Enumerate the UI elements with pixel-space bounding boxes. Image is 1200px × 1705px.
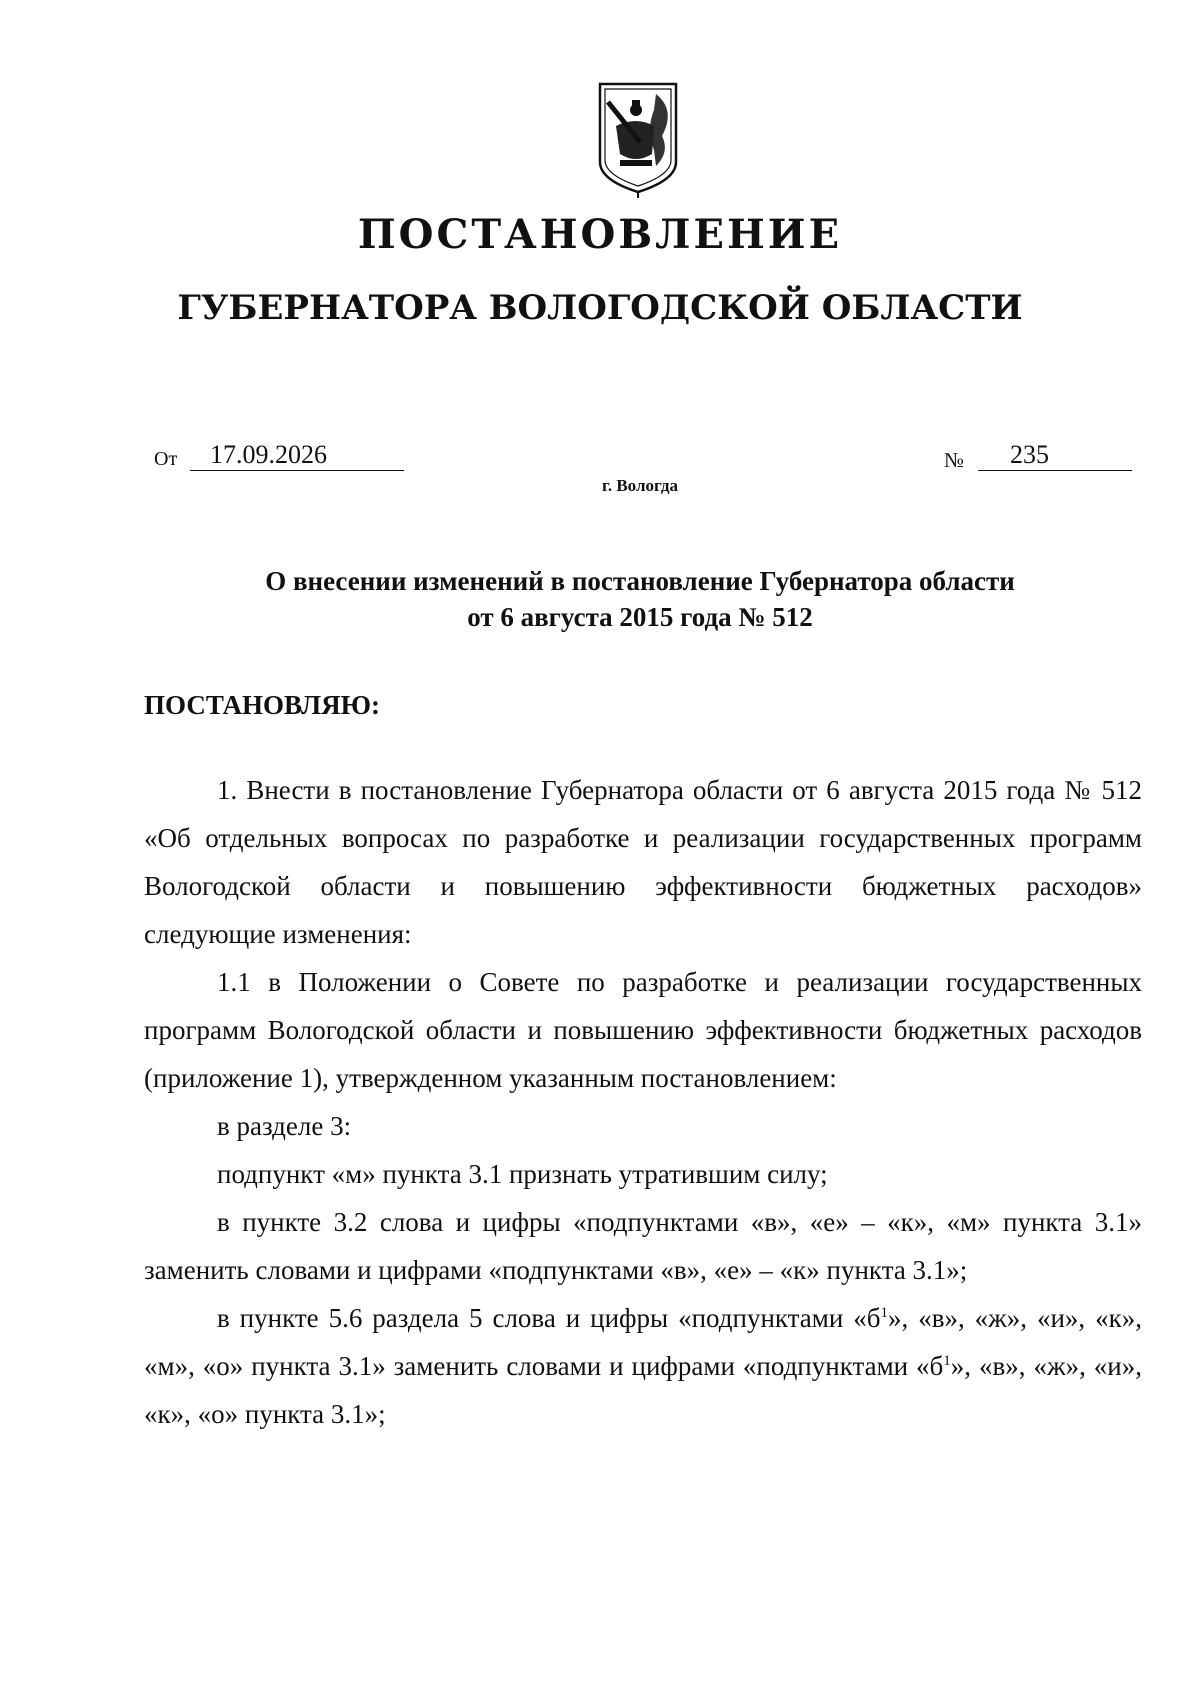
paragraph-3: в разделе 3: xyxy=(217,1111,352,1141)
number-label: № xyxy=(944,448,965,472)
document-title: ПОСТАНОВЛЕНИЕ xyxy=(357,211,843,258)
document-body xyxy=(144,766,1142,1438)
decree-word: ПОСТАНОВЛЯЮ: xyxy=(144,690,380,720)
paragraph-6-part-2: », «в», «ж», «и», «к», «м», «о» пункта 3.1» заменить словами и цифрами «подпунктами «б xyxy=(144,1303,1142,1381)
date-label: От xyxy=(154,448,178,470)
city-name: г. Вологда xyxy=(602,476,678,495)
superscript-2: 1 xyxy=(943,1353,951,1369)
document-subtitle: ГУБЕРНАТОРА ВОЛОГОДСКОЙ ОБЛАСТИ xyxy=(177,288,1023,328)
document-subject xyxy=(0,563,1200,635)
subject-line-2: от 6 августа 2015 года № 512 xyxy=(467,602,813,632)
document-date: 17.09.2026 xyxy=(190,440,404,471)
superscript-1: 1 xyxy=(880,1305,889,1321)
paragraph-1: 1. Внести в постановление Губернатора области от 6 августа 2015 года № 512 «Об отдельных вопросах по разработке и реализации государственных программ Вологодской области и повышению эффективности бюджетных расходов» следующие изменения: xyxy=(144,775,1142,949)
vologda-coat-of-arms-icon xyxy=(596,80,680,198)
paragraph-6-part-1: в пункте 5.6 раздела 5 слова и цифры «подпунктами «б xyxy=(217,1303,881,1333)
document-number: 235 xyxy=(978,440,1132,471)
paragraph-5: в пункте 3.2 слова и цифры «подпунктами «в», «е» – «к», «м» пункта 3.1» заменить словами и цифрами «подпунктами «в», «е» – «к» пункта 3.1»; xyxy=(144,1207,1142,1285)
paragraph-2: 1.1 в Положении о Совете по разработке и реализации государственных программ Вологодской области и повышению эффективности бюджетных расходов (приложение 1), утвержденном указанным постановлением: xyxy=(144,967,1142,1093)
subject-line-1: О внесении изменений в постановление Губернатора области xyxy=(265,566,1015,596)
paragraph-4: подпункт «м» пункта 3.1 признать утратившим силу; xyxy=(217,1159,828,1189)
paragraph-6-part-3: », «в», «ж», «и», «к», «о» пункта 3.1»; xyxy=(144,1351,1142,1429)
paragraph-6 xyxy=(144,1294,1142,1438)
